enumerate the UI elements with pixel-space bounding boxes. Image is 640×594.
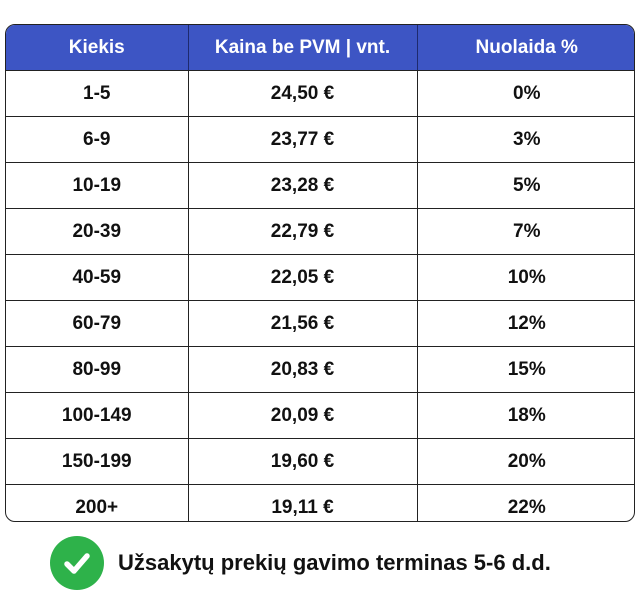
delivery-note (50, 536, 551, 590)
table-row (6, 209, 635, 255)
quantity-cell: 10-19 (6, 163, 188, 209)
header-row (6, 25, 635, 71)
price-cell: 20,83 € (188, 347, 417, 393)
discount-cell: 3% (417, 117, 635, 163)
price-table (6, 25, 635, 522)
table-row (6, 393, 635, 439)
price-cell: 23,28 € (188, 163, 417, 209)
price-table-container (5, 24, 635, 522)
discount-cell: 22% (507, 496, 546, 518)
discount-cell: 18% (417, 393, 635, 439)
table-header (6, 25, 635, 71)
quantity-cell: 60-79 (6, 301, 188, 347)
price-cell: 19,11 € (188, 485, 417, 523)
discount-cell: 15% (417, 347, 635, 393)
discount-cell: 7% (417, 209, 635, 255)
quantity-cell: 200+ (6, 485, 188, 523)
discount-cell: 10% (417, 255, 635, 301)
quantity-cell: 1-5 (6, 71, 188, 117)
quantity-cell: 20-39 (6, 209, 188, 255)
price-cell: 22,79 € (188, 209, 417, 255)
table-row (6, 301, 635, 347)
quantity-cell: 80-99 (6, 347, 188, 393)
discount-cell: 20% (417, 439, 635, 485)
table-row (6, 255, 635, 301)
table-row (6, 117, 635, 163)
table-row (6, 347, 635, 393)
discount-cell: 0% (417, 71, 635, 117)
header-quantity: Kiekis (6, 25, 188, 71)
check-circle-icon (50, 536, 104, 590)
delivery-note-text: Užsakytų prekių gavimo terminas 5-6 d.d. (118, 550, 551, 575)
quantity-cell: 40-59 (6, 255, 188, 301)
price-cell: 20,09 € (188, 393, 417, 439)
price-cell: 21,56 € (188, 301, 417, 347)
price-cell: 24,50 € (188, 71, 417, 117)
price-cell: 19,60 € (188, 439, 417, 485)
table-row (6, 485, 635, 523)
quantity-cell: 150-199 (6, 439, 188, 485)
table-row (6, 71, 635, 117)
header-discount: Nuolaida % (417, 25, 635, 71)
quantity-cell: 6-9 (6, 117, 188, 163)
price-cell: 22,05 € (188, 255, 417, 301)
table-body (6, 71, 635, 523)
discount-cell: 12% (417, 301, 635, 347)
table-row (6, 163, 635, 209)
price-cell: 23,77 € (188, 117, 417, 163)
table-row (6, 439, 635, 485)
header-price: Kaina be PVM | vnt. (188, 25, 417, 71)
quantity-cell: 100-149 (6, 393, 188, 439)
discount-cell: 5% (417, 163, 635, 209)
